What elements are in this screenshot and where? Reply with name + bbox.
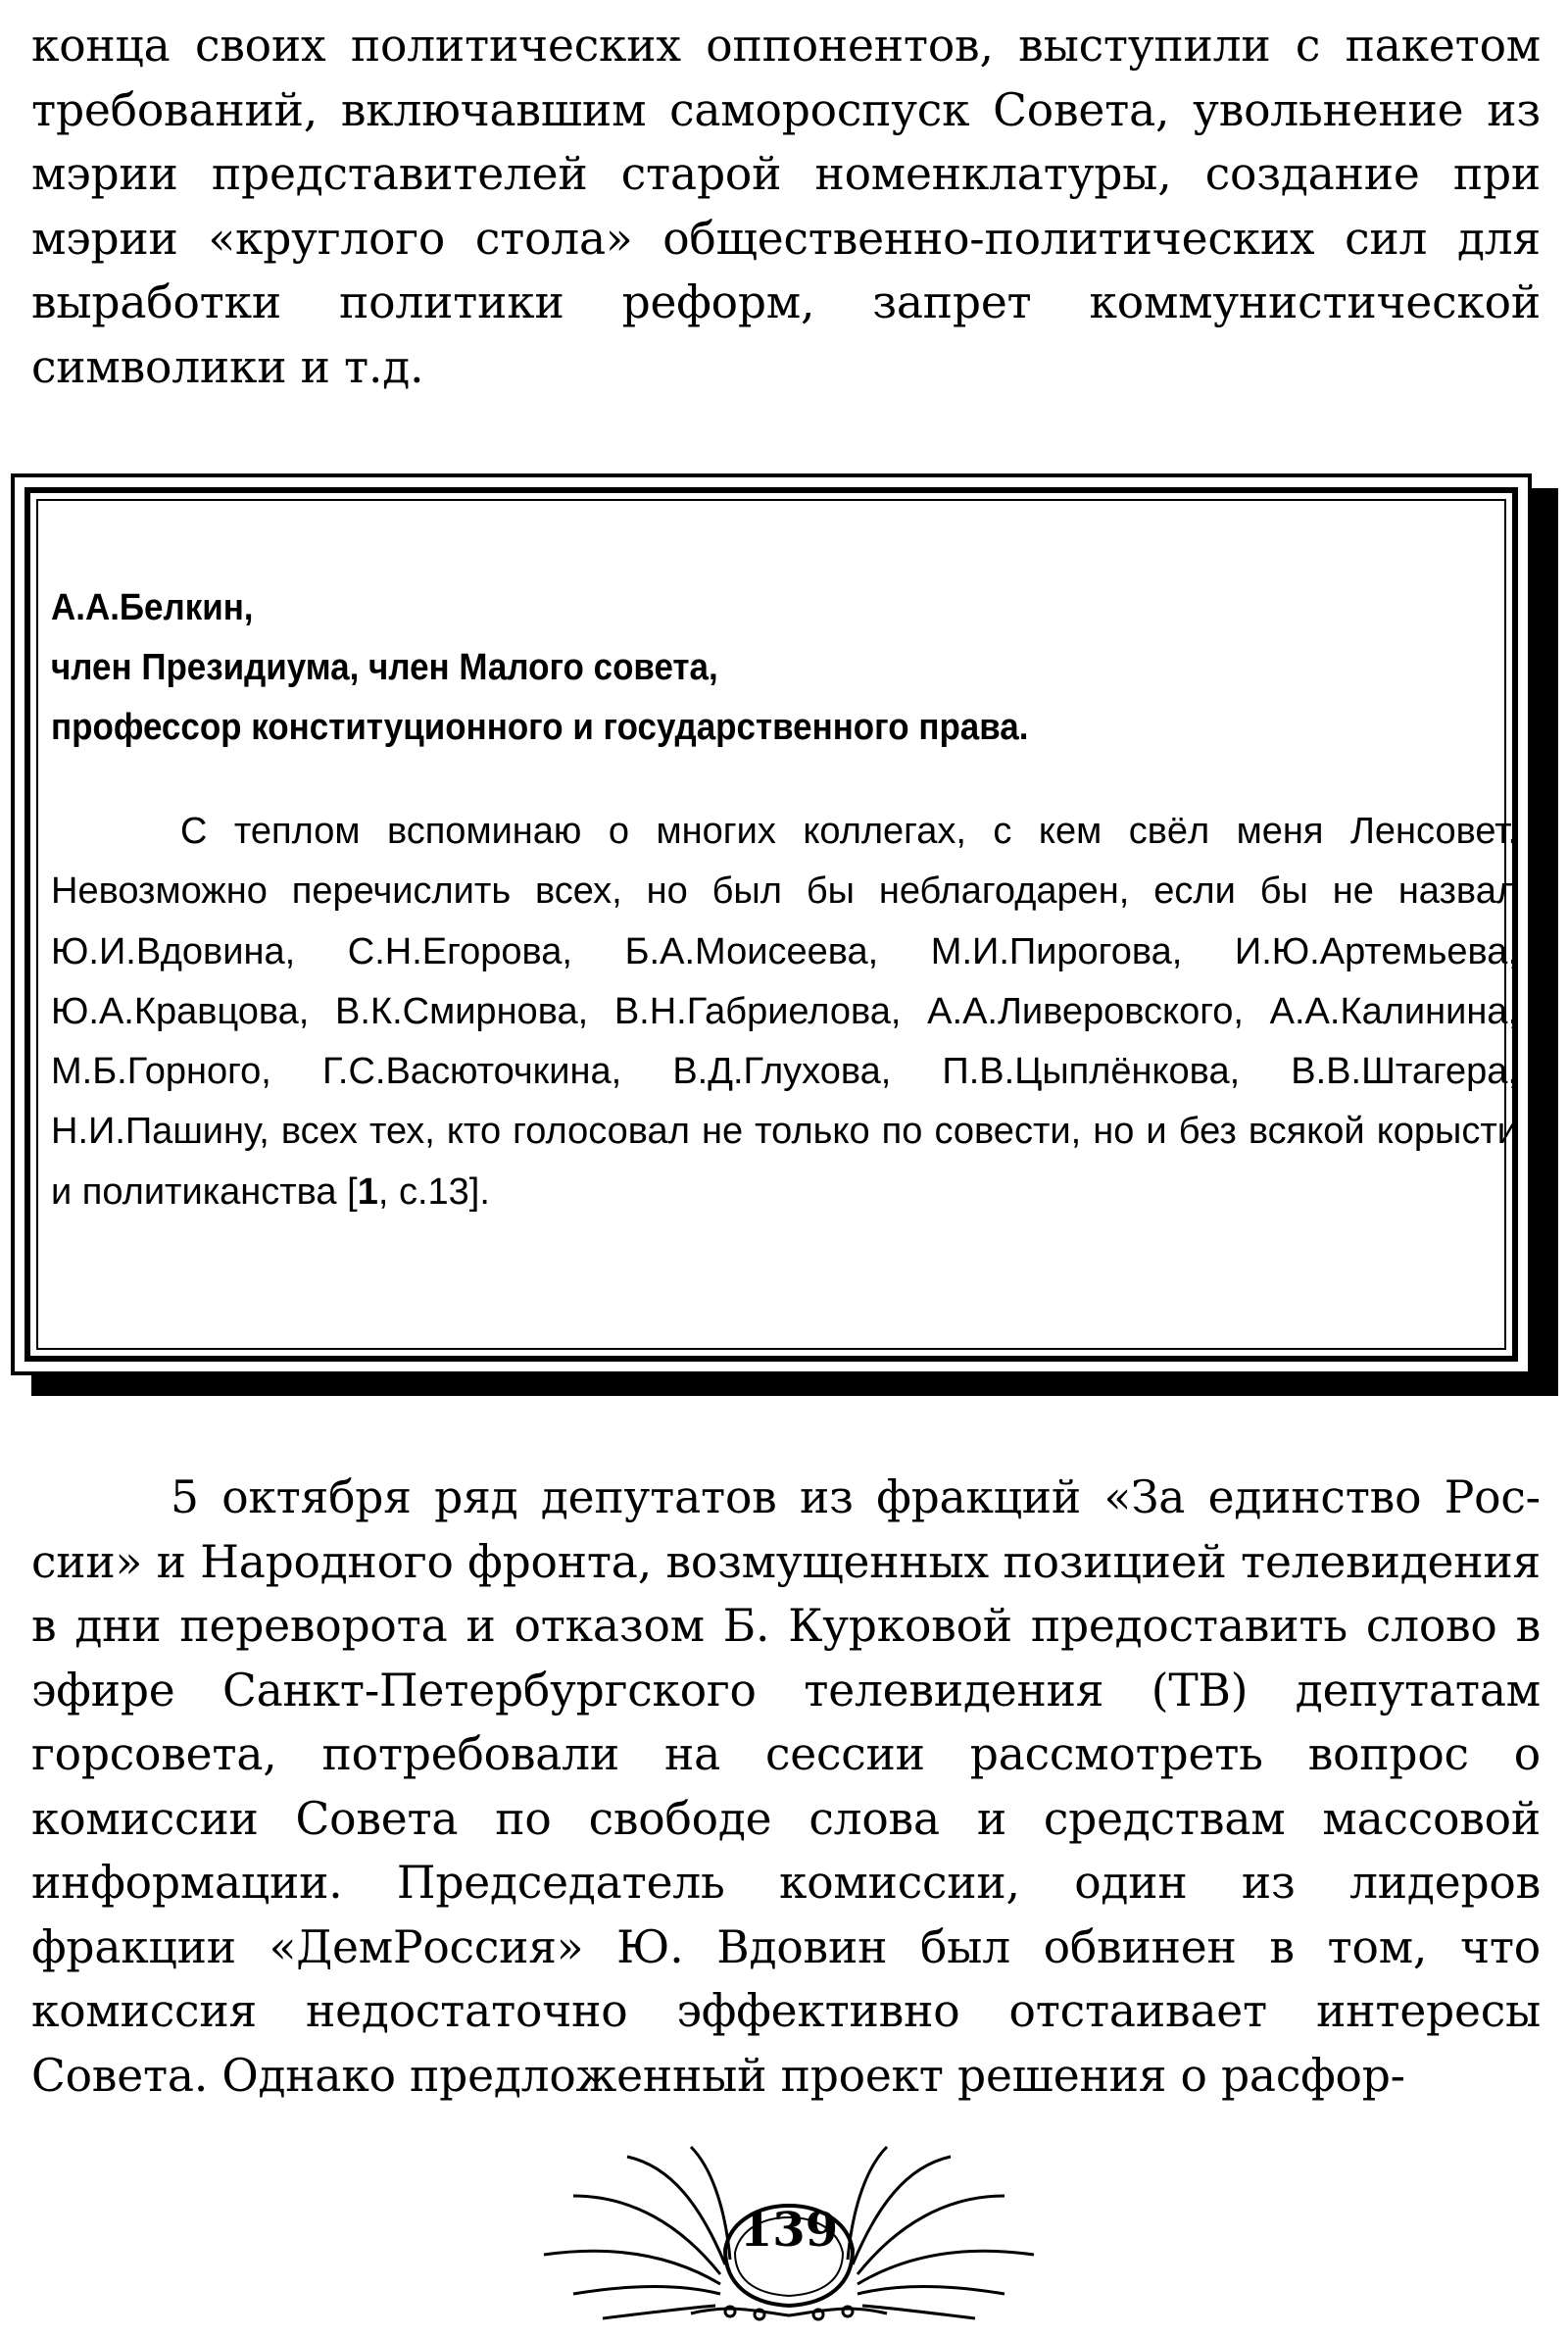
- quote-reference-page: , с.13].: [377, 1170, 490, 1213]
- body-paragraph-top: конца своих политических оппонентов, выступили с пакетом требований, включавшим самороспуск Совета, увольнение из мэрии представителей старой номенклатуры, создание при мэрии «круглого стола» общественно-политических сил для выработки политики реформ, запрет коммунистической символики и т.д.: [31, 20, 1541, 393]
- quote-author-name: А.А.Белкин,: [51, 587, 254, 628]
- quote-reference-number: 1: [357, 1170, 378, 1213]
- quote-author-role: член Президиума, член Малого совета,: [51, 647, 718, 688]
- quote-text-body: С теплом вспоминаю о многих коллегах, с кем свёл меня Ленсовет. Невозможно перечислить всех, но был бы неблагодарен, если бы не назвал Ю.И.Вдовина, С.Н.Егорова, Б.А.Моисеева, М.И.Пирогова, И.Ю.Артемьева, Ю.А.Кравцова, В.К.Смирнова, В.Н.Габриелова, А.А.Ливеровского, А.А.Калинина, М.Б.Горного, Г.С.Васюточкина, В.Д.Глухова, П.В.Цыплёнкова, В.В.Штагера, Н.И.Пашину, всех тех, кто голосовал не только по совести, но и без всякой корысти и политиканства [: [51, 811, 1518, 1213]
- body-paragraph-bottom: 5 октября ряд депутатов из фракций «За единство России» и Народного фронта, возмущенных позицией телевидения в дни переворота и отказом Б. Курковой предоставить слово в эфире Санкт-Петербургского телевидения (ТВ) депутатам горсовета, потребовали на сессии рассмотреть вопрос о комиссии Совета по свободе слова и средствам массовой информации. Председатель комиссии, один из лидеров фракции «ДемРоссия» Ю. Вдовин был обвинен в том, что комиссия недостаточно эффективно отстаивает интересы Совета. Однако предложенный проект решения о расфор-: [31, 1471, 1541, 2102]
- quote-author-title: профессор конституционного и государственного права.: [51, 707, 1029, 748]
- page-number: 139: [739, 2203, 839, 2258]
- quote-text: [51, 802, 1518, 1222]
- quote-author-block: [51, 578, 1395, 758]
